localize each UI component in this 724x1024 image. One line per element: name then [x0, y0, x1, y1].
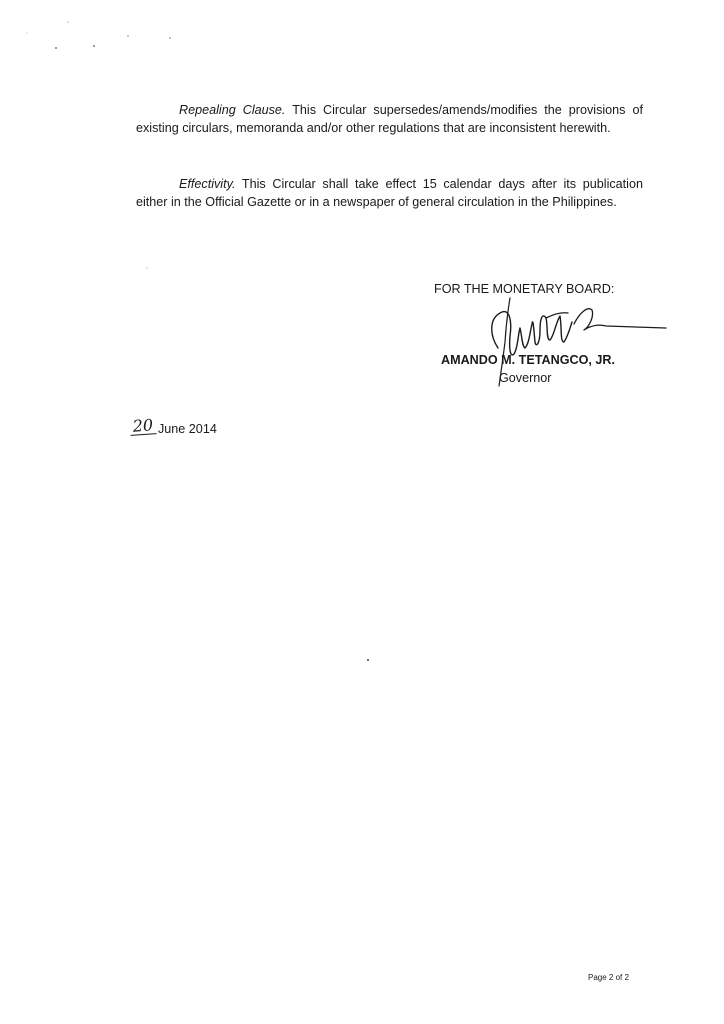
- date-day-handwritten: 20: [129, 417, 156, 436]
- repealing-clause-heading: Repealing Clause.: [179, 103, 286, 117]
- effectivity-paragraph: [136, 175, 643, 211]
- signer-name: AMANDO M. TETANGCO, JR.: [441, 353, 615, 367]
- repealing-clause-text: This Circular supersedes/amends/modifies the provisions of existing circulars, memoranda and/or other regulations that are inconsistent herewith.: [136, 103, 643, 135]
- date-month-year: June 2014: [158, 422, 217, 436]
- page-number: Page 2 of 2: [588, 973, 629, 982]
- handwritten-signature: [476, 296, 672, 392]
- effectivity-text: This Circular shall take effect 15 calendar days after its publication either in the Official Gazette or in a newspaper of general circulation in the Philippines.: [136, 177, 643, 209]
- repealing-clause-paragraph: [136, 101, 643, 137]
- signer-title: Governor: [499, 371, 552, 385]
- monetary-board-label: FOR THE MONETARY BOARD:: [434, 282, 615, 296]
- effectivity-heading: Effectivity.: [179, 177, 236, 191]
- signing-date: [130, 415, 217, 440]
